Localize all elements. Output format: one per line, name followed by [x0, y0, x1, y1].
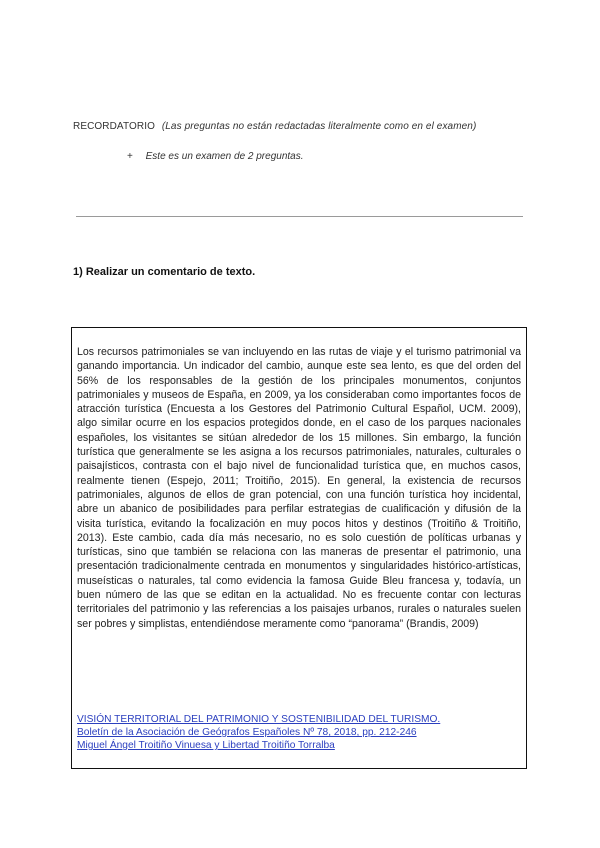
source-authors-link[interactable]: Miguel Ángel Troitiño Vinuesa y Libertad Troitiño Torralba	[77, 740, 335, 751]
passage-text: Los recursos patrimoniales se van incluyendo en las rutas de viaje y el turismo patrimonial va ganando importancia. Un indicador del cambio, aunque este sea lento, es que del orden del 56% de los responsables de la gestión de los principales monumentos, conjuntos patrimoniales y museos de España, en 2009, ya los consideraban como importantes focos de atracción turística (Encuesta a los Gestores del Patrimonio Cultural Español, UCM. 2009), algo similar ocurre en los espacios protegidos donde, en el caso de los parques nacionales españoles, los visitantes se sitúan alrededor de los 15 millones. Sin embargo, la función turística que generalmente se les asigna a los recursos patrimoniales, naturales, culturales o paisajísticos, contrasta con el bajo nivel de funcionalidad turística que, en muchos casos, realmente tienen (Espejo, 2011; Troitiño, 2015). En general, la existencia de recursos patrimoniales, algunos de ellos de gran potencial, con una función turística hoy incidental, abre un abanico de posibilidades para perfilar estrategias de cualificación y difusión de la visita turística, evitando la focalización en muy pocos hitos y destinos (Troitiño & Troitiño, 2013). Este cambio, cada día más necesario, no es solo cuestión de políticas urbanas y turísticas, sino que también se relaciona con las maneras de presentar el patrimonio, una presentación tradicionalmente centrada en monumentos y singularidades histórico-artísticas, museísticas o naturales, tal como evidencia la famosa Guide Bleu francesa y, todavía, un buen número de las que se editan en la actualidad. No es frecuente contar con lecturas territoriales del patrimonio y las referencias a los paisajes urbanos, rurales o naturales suelen ser pobres y simplistas, entendiéndose meramente como “panorama” (Brandis, 2009)	[77, 346, 521, 630]
source-journal-link[interactable]: Boletín de la Asociación de Geógrafos Españoles Nº 78, 2018, pp. 212-246	[77, 727, 417, 738]
bullet-item	[127, 151, 304, 162]
passage-box	[71, 327, 527, 769]
bullet-text: Este es un examen de 2 preguntas.	[145, 151, 304, 162]
source-citation	[77, 713, 523, 752]
reminder-heading	[73, 121, 476, 132]
bullet-symbol: +	[127, 151, 133, 162]
source-title-link[interactable]: VISIÓN TERRITORIAL DEL PATRIMONIO Y SOSTENIBILIDAD DEL TURISMO.	[77, 714, 441, 725]
reminder-note: (Las preguntas no están redactadas literalmente como en el examen)	[161, 121, 477, 132]
reminder-label: RECORDATORIO	[73, 121, 155, 132]
question-title: 1) Realizar un comentario de texto.	[73, 266, 256, 278]
horizontal-divider	[76, 216, 523, 217]
